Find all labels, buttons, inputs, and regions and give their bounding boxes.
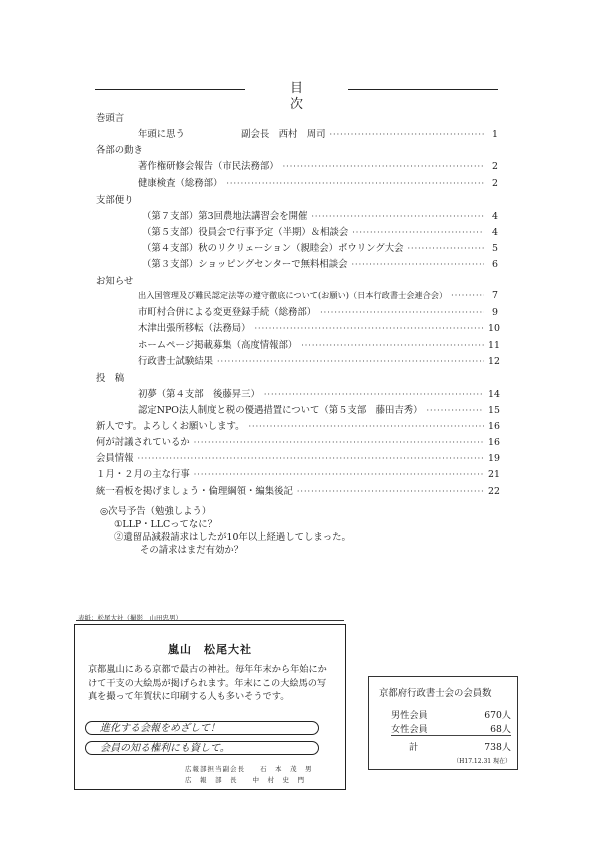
toc-entry-text: 出入国管理及び難民認定法等の遵守徹底について(お願い)（日本行政書士会連合会） [138,290,448,300]
toc-entry-text: 会員情報 [96,453,134,464]
toc-entry-page: 15 [488,405,500,416]
leader-dots [330,130,484,139]
toc-entry-text: 著作権研修会報告（市民法務部） [138,161,279,172]
member-count-title: 京都府行政書士会の会員数 [379,688,492,699]
toc-entry[interactable] [138,320,498,334]
slogan-1: 進化する会報をめざして！ [85,721,319,735]
toc-entry-text: １月・２月の主な行事 [96,469,190,480]
total-value: 738人 [484,742,511,753]
next-issue-item: ②遺留品減殺請求はしたが10年以上経過してしまった。 [114,532,351,543]
toc-entry-page: 1 [492,129,498,140]
slogan-2: 会員の知る権利にも資して。 [85,741,319,755]
next-issue-item-cont: その請求はまだ有効か？ [140,545,244,556]
next-issue-heading: ◎次号予告（勉強しよう） [100,506,212,517]
section-shibu: 支部便り [96,195,134,206]
toc-entry[interactable] [138,158,498,172]
toc-entry[interactable] [138,337,498,351]
toc-entry-text: 行政書士試験結果 [138,356,214,367]
toc-entry-text: 市町村合併による変更登録手続（総務部） [138,307,317,318]
leader-dots [297,487,484,496]
toc-entry[interactable] [142,240,498,254]
toc-entry[interactable] [142,256,498,270]
leader-dots [311,212,484,221]
toc-entry[interactable] [138,386,498,400]
page-title: 目 次 [289,81,365,112]
signature-line: 広 報 部 長 中 村 史 門 [185,776,305,784]
toc-entry[interactable] [138,175,498,189]
leader-dots [407,244,484,253]
title-rule-right [348,89,498,90]
toc-entry[interactable] [138,304,498,318]
male-value: 670人 [484,710,511,721]
leader-dots [249,422,485,431]
leader-dots [217,357,484,366]
signature-line: 広報部担当副会長 石 本 茂 男 [185,765,313,773]
leader-dots [427,406,484,415]
leader-dots [194,438,484,447]
leader-dots [283,162,484,171]
cover-title: 嵐山 松尾大社 [168,643,252,656]
toc-entry[interactable] [96,483,498,497]
toc-entry-text: （第３支部）ショッピングセンターで無料相談会 [142,259,348,270]
cover-caption: 表紙：松尾大社（撮影 山田忠男） [78,614,182,622]
toc-entry-page: 19 [488,453,500,464]
toc-entry-text: 年頭に思う 副会長 西村 周司 [138,129,326,140]
toc-entry[interactable] [96,418,498,432]
toc-entry-page: 10 [488,323,500,334]
next-issue-notice [100,505,351,557]
toc-entry-page: 11 [488,340,500,351]
section-toukou: 投 稿 [96,373,125,384]
title-rule-left [95,89,245,90]
toc-entry-page: 4 [492,227,498,238]
toc-entry-text: （第４支部）秋のリクリェーション（親睦会）ボウリング大会 [142,243,404,254]
toc-entry[interactable] [138,126,498,140]
toc-entry-text: 統一看板を掲げましょう・倫理綱領・編集後記 [96,486,293,497]
leader-dots [352,260,484,269]
leader-dots [138,454,484,463]
toc-entry-text: 何が討議されているか [96,437,190,448]
toc-entry-text: 健康検査（総務部） [138,178,223,189]
leader-dots [451,291,484,300]
toc-entry-page: 2 [492,178,498,189]
leader-dots [194,470,484,479]
female-value: 68人 [490,724,511,735]
toc-entry[interactable] [138,402,498,416]
toc-entry-page: 2 [492,161,498,172]
toc-entry-page: 9 [492,307,498,318]
toc-entry-text: 認定NPO法人制度と税の優遇措置について（第５支部 藤田吉秀） [138,405,423,416]
toc-entry-text: 初夢（第４支部 後藤昇三） [138,389,260,400]
toc-entry-page: 4 [492,211,498,222]
toc-entry[interactable] [142,208,498,222]
toc-entry-text: （第５支部）役員会で行事予定（半期）＆相談会 [142,227,349,238]
toc-entry-page: 12 [488,356,500,367]
toc-entry[interactable] [96,434,498,448]
as-of-note: （H17.12.31 現在） [453,758,511,765]
leader-dots [264,390,484,399]
total-rule [391,735,511,736]
toc-entry-page: 6 [492,259,498,270]
toc-entry-page: 22 [488,486,500,497]
toc-entry-page: 16 [488,421,500,432]
total-label: 計 [409,742,419,753]
caption-rule [76,620,344,621]
leader-dots [226,179,484,188]
member-count-box [368,676,518,770]
section-oshirase: お知らせ [96,276,134,287]
toc-entry[interactable] [138,353,498,367]
cover-info-box [74,624,346,790]
section-kantougen: 巻頭言 [96,113,125,124]
toc-entry-page: 7 [492,290,498,301]
toc-entry-text: ホームページ掲載募集（高度情報部） [138,340,298,351]
toc-entry-text: 新人です。よろしくお願いします。 [96,421,245,432]
toc-entry-text: （第７支部）第3回農地法講習会を開催 [142,211,308,222]
toc-header [95,81,498,112]
male-label: 男性会員 [391,710,428,721]
toc-entry[interactable] [96,450,498,464]
section-kakubu: 各部の動き [96,145,143,156]
cover-description: 京都嵐山にある京都で最古の神社。毎年年末から年始にかけて干支の大絵馬が掲げられます。年末にこの大絵馬の写真を撮って年賀状に印刷する人も多いそうです。 [88,664,327,703]
toc-entry[interactable] [138,290,498,301]
toc-entry-page: 5 [492,243,498,254]
toc-entry-page: 16 [488,437,500,448]
toc-entry-page: 21 [488,469,500,480]
leader-dots [301,341,484,350]
leader-dots [352,228,484,237]
toc-entry-text: 木津出張所移転（法務局） [138,323,251,334]
toc-entry-page: 14 [488,389,500,400]
toc-entry[interactable] [96,466,498,480]
female-label: 女性会員 [391,724,428,735]
leader-dots [320,308,484,317]
next-issue-item: ①LLP・LLCってなに？ [114,519,218,530]
toc-entry[interactable] [142,224,498,238]
leader-dots [255,324,484,333]
